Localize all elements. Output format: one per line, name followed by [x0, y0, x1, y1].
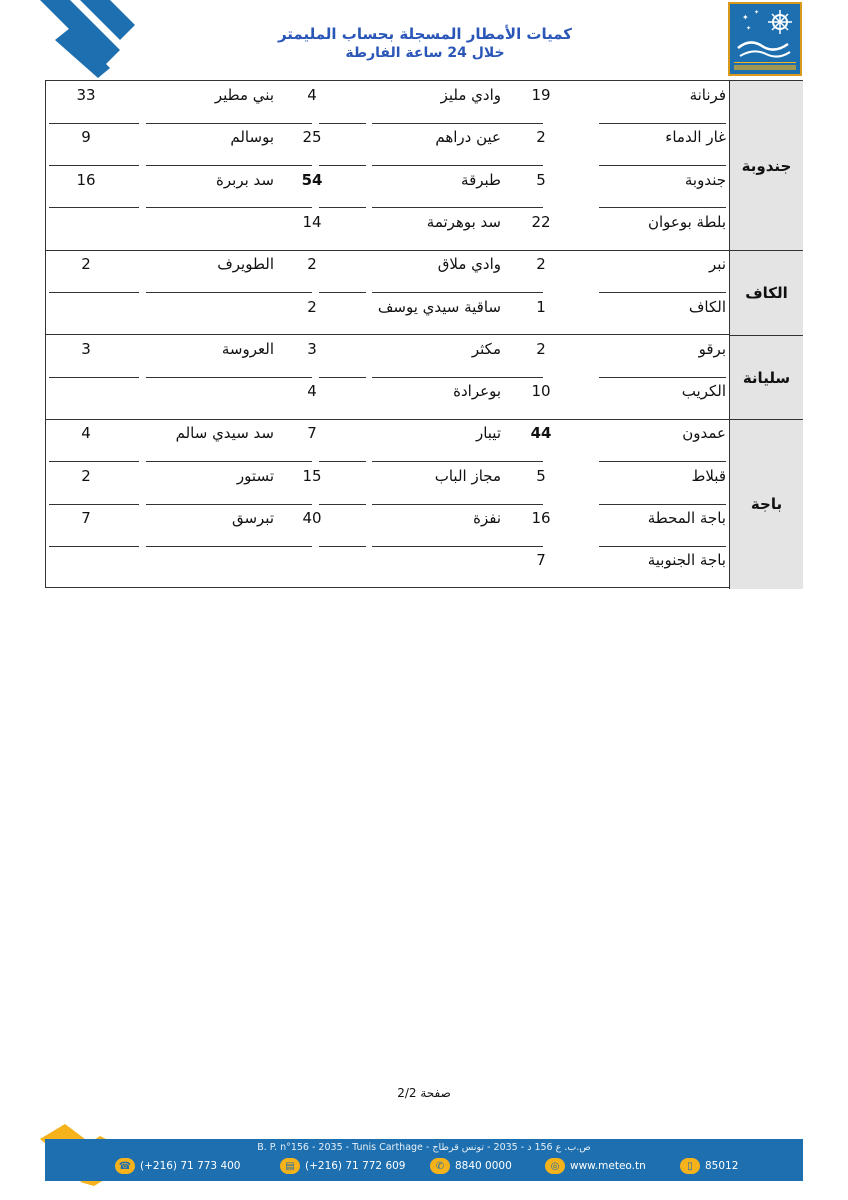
footer-contact-text: 85012 — [705, 1160, 739, 1172]
svg-text:✦: ✦ — [746, 25, 752, 32]
station-name: تستور — [236, 466, 274, 485]
station-name: سد بوهرتمة — [426, 212, 501, 231]
document-title — [200, 24, 650, 62]
rainfall-value: 25 — [302, 128, 322, 147]
rainfall-value: 2 — [81, 466, 91, 485]
rainfall-value: 4 — [81, 424, 91, 443]
footer-address: B. P. n°156 - 2035 - Tunis Carthage - ص.ب. ع 156 د - 2035 - تونس قرطاج — [257, 1142, 591, 1153]
phone-icon: ☎ — [115, 1158, 135, 1174]
footer-contact-text: (+216) 71 772 609 — [305, 1160, 406, 1172]
station-name: جندوبة — [684, 170, 726, 189]
station-name: فرنانة — [689, 86, 726, 104]
mobile-icon: ▯ — [680, 1158, 700, 1174]
station-name: الكاف — [688, 297, 726, 316]
station-name: بوسالم — [230, 128, 274, 147]
rainfall-value: 15 — [302, 466, 322, 485]
station-name: غار الدماء — [665, 128, 726, 147]
rainfall-value: 2 — [536, 255, 546, 274]
title-line-1: كميات الأمطار المسجلة بحساب المليمتر — [277, 25, 573, 43]
rainfall-value: 14 — [302, 212, 322, 231]
footer-contact — [680, 1158, 738, 1174]
footer-contact-text: (+216) 71 773 400 — [140, 1160, 241, 1172]
station-name: نبر — [709, 255, 726, 274]
station-name: بني مطير — [214, 86, 274, 104]
footer-contact-text: www.meteo.tn — [570, 1160, 646, 1172]
rainfall-value: 16 — [76, 170, 96, 189]
table-row — [46, 250, 729, 292]
table-row — [46, 546, 729, 588]
governorate-cell: الكاف — [729, 250, 803, 335]
station-name: بلطة بوعوان — [647, 212, 726, 231]
svg-text:✦: ✦ — [754, 9, 760, 16]
table-row — [46, 462, 729, 504]
footer-contact-text: 8840 0000 — [455, 1160, 512, 1172]
title-line-2: خلال 24 ساعة الفارطة — [345, 45, 505, 61]
rainfall-table — [45, 80, 803, 588]
rainfall-value: 22 — [531, 212, 551, 231]
rainfall-value: 3 — [81, 339, 91, 358]
rainfall-value: 44 — [530, 424, 552, 443]
footer-contact — [545, 1158, 646, 1174]
table-row — [46, 419, 729, 461]
station-name: مجاز الباب — [434, 466, 501, 485]
station-name: تبرسق — [231, 509, 274, 527]
table-row — [46, 377, 729, 419]
rainfall-value: 2 — [536, 128, 546, 147]
station-name: العروسة — [221, 339, 274, 358]
rainfall-value: 54 — [301, 170, 323, 189]
logo-emblem-icon — [730, 4, 800, 74]
station-name: طبرقة — [461, 170, 501, 189]
rainfall-value: 2 — [536, 339, 546, 358]
station-name: باجة المحطة — [647, 509, 726, 527]
footer-contact — [430, 1158, 512, 1174]
station-name: ساقية سيدي يوسف — [377, 297, 501, 316]
rainfall-value: 7 — [81, 509, 91, 527]
station-name: عين دراهم — [435, 128, 501, 147]
handshake-icon: ✆ — [430, 1158, 450, 1174]
rainfall-value: 2 — [307, 297, 317, 316]
rainfall-value: 33 — [76, 86, 96, 104]
station-name: مكثر — [471, 339, 501, 358]
station-name: وادي ملاق — [437, 255, 501, 274]
rainfall-value: 1 — [536, 297, 546, 316]
governorate-cell: سليانة — [729, 335, 803, 420]
governorate-cell: باجة — [729, 419, 803, 588]
table-row — [46, 335, 729, 377]
rainfall-value: 19 — [531, 86, 551, 104]
rainfall-value: 40 — [302, 509, 322, 527]
station-name: تيبار — [475, 424, 501, 443]
station-name: نفزة — [473, 509, 501, 527]
station-name: عمدون — [682, 424, 726, 443]
table-row — [46, 293, 729, 335]
table-row — [46, 504, 729, 546]
rainfall-value: 7 — [307, 424, 317, 443]
station-name: الكريب — [681, 382, 726, 401]
rainfall-value: 3 — [307, 339, 317, 358]
station-name: وادي مليز — [440, 86, 501, 104]
rainfall-value: 5 — [536, 466, 546, 485]
station-name: بوعرادة — [453, 382, 501, 401]
rainfall-value: 2 — [81, 255, 91, 274]
svg-text:✦: ✦ — [742, 13, 749, 22]
table-row — [46, 166, 729, 208]
station-name: قبلاط — [691, 466, 726, 485]
rainfall-value: 10 — [531, 382, 551, 401]
station-name: برقو — [698, 339, 726, 358]
station-name: الطويرف — [217, 255, 274, 274]
table-row — [46, 81, 729, 123]
station-name: باجة الجنوبية — [647, 551, 726, 570]
rainfall-value: 9 — [81, 128, 91, 147]
rainfall-value: 16 — [531, 509, 551, 527]
footer-contact — [115, 1158, 241, 1174]
rainfall-value: 7 — [536, 551, 546, 570]
corner-stripes-decoration — [0, 0, 140, 80]
table-row — [46, 208, 729, 250]
page-number: صفحة 2/2 — [397, 1086, 451, 1100]
governorate-cell: جندوبة — [729, 81, 803, 250]
table-row — [46, 123, 729, 165]
footer-contact — [280, 1158, 406, 1174]
rainfall-value: 2 — [307, 255, 317, 274]
institute-logo — [728, 2, 802, 76]
rainfall-value: 4 — [307, 86, 317, 104]
rainfall-value: 4 — [307, 382, 317, 401]
rainfall-value: 5 — [536, 170, 546, 189]
station-name: سد سيدي سالم — [175, 424, 274, 443]
footer-bar — [45, 1139, 803, 1181]
fax-icon: ▤ — [280, 1158, 300, 1174]
station-name: سد بربرة — [216, 170, 274, 189]
globe-icon: ◎ — [545, 1158, 565, 1174]
